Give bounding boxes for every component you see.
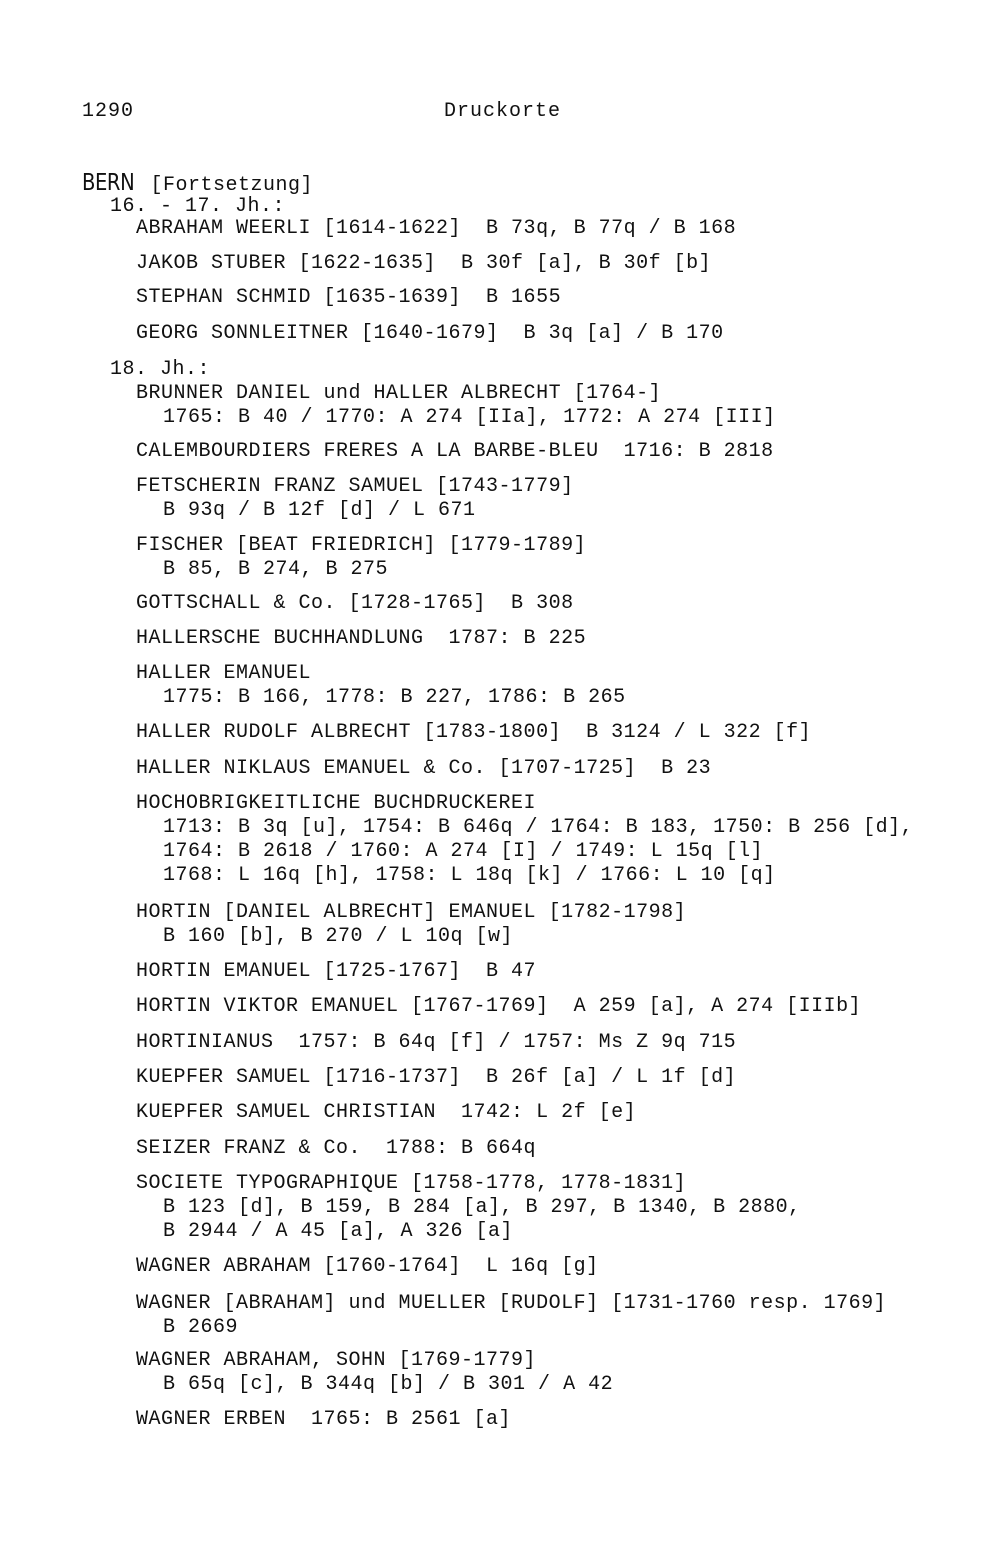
printer-entry <box>136 252 711 276</box>
entry-line: KUEPFER SAMUEL CHRISTIAN 1742: L 2f [e] <box>136 1101 637 1124</box>
entry-continuation: 1775: B 166, 1778: B 227, 1786: B 265 <box>163 686 626 709</box>
printer-entry <box>136 1031 736 1055</box>
printer-entry <box>136 286 561 310</box>
entry-line: SOCIETE TYPOGRAPHIQUE [1758-1778, 1778-1831] <box>136 1172 687 1195</box>
place-note: [Fortsetzung] <box>150 174 314 197</box>
printer-entry <box>136 662 626 710</box>
printer-entry <box>136 217 736 241</box>
entry-continuation: 1765: B 40 / 1770: A 274 [IIa], 1772: A 274 [III] <box>163 406 776 429</box>
entry-continuation: B 85, B 274, B 275 <box>163 558 389 581</box>
printer-entry <box>136 1408 511 1432</box>
entry-continuation: B 160 [b], B 270 / L 10q [w] <box>163 925 514 948</box>
printer-entry <box>136 995 861 1019</box>
entry-line: STEPHAN SCHMID [1635-1639] B 1655 <box>136 286 562 309</box>
entry-line: HALLERSCHE BUCHHANDLUNG 1787: B 225 <box>136 627 587 650</box>
entry-line: HALLER NIKLAUS EMANUEL & Co. [1707-1725] B 23 <box>136 757 712 780</box>
entry-line: SEIZER FRANZ & Co. 1788: B 664q <box>136 1137 537 1160</box>
page-number: 1290 <box>82 100 135 123</box>
printer-entry <box>136 534 586 582</box>
printer-entry <box>136 322 724 346</box>
place-name: BERN <box>82 170 135 196</box>
entry-line: WAGNER [ABRAHAM] und MUELLER [RUDOLF] [1731-1760 resp. 1769] <box>136 1292 887 1315</box>
entry-continuation: 1768: L 16q [h], 1758: L 18q [k] / 1766: L 10 [q] <box>163 864 776 887</box>
printer-entry <box>136 721 811 745</box>
entry-line: GEORG SONNLEITNER [1640-1679] B 3q [a] / B 170 <box>136 322 724 345</box>
printer-entry <box>136 1292 886 1340</box>
printer-entry <box>136 475 574 523</box>
entry-line: BRUNNER DANIEL und HALLER ALBRECHT [1764-] <box>136 382 662 405</box>
entry-line: HALLER RUDOLF ALBRECHT [1783-1800] B 3124 / L 322 [f] <box>136 721 812 744</box>
entry-line: HORTIN VIKTOR EMANUEL [1767-1769] A 259 [a], A 274 [IIIb] <box>136 995 862 1018</box>
printer-entry <box>136 1349 613 1397</box>
period-heading: 18. Jh.: <box>110 358 211 381</box>
running-head: Druckorte <box>444 100 562 123</box>
entry-line: HORTINIANUS 1757: B 64q [f] / 1757: Ms Z 9q 715 <box>136 1031 737 1054</box>
printer-entry <box>136 1255 599 1279</box>
entry-line: HORTIN EMANUEL [1725-1767] B 47 <box>136 960 537 983</box>
entry-line: WAGNER ABRAHAM, SOHN [1769-1779] <box>136 1349 537 1372</box>
entry-line: HALLER EMANUEL <box>136 662 312 685</box>
entry-line: ABRAHAM WEERLI [1614-1622] B 73q, B 77q / B 168 <box>136 217 737 240</box>
printer-entry <box>136 1137 536 1161</box>
entry-line: WAGNER ABRAHAM [1760-1764] L 16q [g] <box>136 1255 599 1278</box>
entry-line: GOTTSCHALL & Co. [1728-1765] B 308 <box>136 592 574 615</box>
entry-continuation: B 65q [c], B 344q [b] / B 301 / A 42 <box>163 1373 614 1396</box>
printer-entry <box>136 1101 636 1125</box>
entry-continuation: 1764: B 2618 / 1760: A 274 [I] / 1749: L 15q [l] <box>163 840 764 863</box>
printer-entry <box>136 1066 736 1090</box>
entry-line: KUEPFER SAMUEL [1716-1737] B 26f [a] / L 1f [d] <box>136 1066 737 1089</box>
entry-continuation: B 93q / B 12f [d] / L 671 <box>163 499 476 522</box>
entry-line: HORTIN [DANIEL ALBRECHT] EMANUEL [1782-1798] <box>136 901 687 924</box>
printer-entry <box>136 627 586 651</box>
place-heading <box>82 170 313 197</box>
printer-entry <box>136 382 776 430</box>
printer-entry <box>136 592 574 616</box>
printer-entry <box>136 1172 801 1244</box>
printer-entry <box>136 440 774 464</box>
entry-line: CALEMBOURDIERS FRERES A LA BARBE-BLEU 1716: B 2818 <box>136 440 774 463</box>
entry-line: HOCHOBRIGKEITLICHE BUCHDRUCKEREI <box>136 792 537 815</box>
entry-line: JAKOB STUBER [1622-1635] B 30f [a], B 30f [b] <box>136 252 712 275</box>
printer-entry <box>136 757 711 781</box>
entry-continuation: B 2669 <box>163 1316 239 1339</box>
entry-continuation: 1713: B 3q [u], 1754: B 646q / 1764: B 183, 1750: B 256 [d], <box>163 816 914 839</box>
period-heading: 16. - 17. Jh.: <box>110 195 286 218</box>
entry-line: FETSCHERIN FRANZ SAMUEL [1743-1779] <box>136 475 574 498</box>
printer-entry <box>136 901 686 949</box>
entry-continuation: B 2944 / A 45 [a], A 326 [a] <box>163 1220 514 1243</box>
entry-line: WAGNER ERBEN 1765: B 2561 [a] <box>136 1408 512 1431</box>
entry-continuation: B 123 [d], B 159, B 284 [a], B 297, B 1340, B 2880, <box>163 1196 801 1219</box>
printer-entry <box>136 792 913 888</box>
printer-entry <box>136 960 536 984</box>
entry-line: FISCHER [BEAT FRIEDRICH] [1779-1789] <box>136 534 587 557</box>
